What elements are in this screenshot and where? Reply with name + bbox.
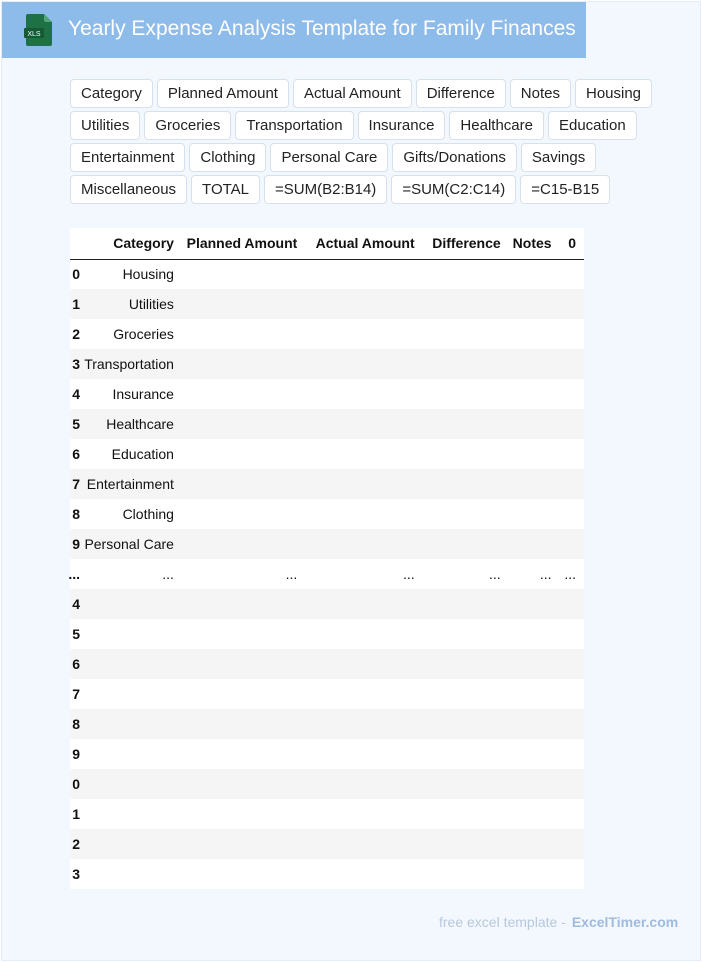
table-cell: [509, 859, 560, 889]
table-cell: [423, 769, 509, 799]
table-cell: [423, 379, 509, 409]
table-cell: [423, 319, 509, 349]
table-cell: [509, 319, 560, 349]
row-index: [70, 589, 80, 619]
row-index-label: 4: [72, 596, 81, 612]
tag-chip[interactable]: Difference: [416, 79, 506, 108]
table-cell: [509, 769, 560, 799]
table-cell: [305, 379, 422, 409]
row-index-label: 6: [72, 656, 81, 672]
column-header: Notes: [509, 228, 560, 259]
row-index: [70, 859, 80, 889]
table-cell: [305, 319, 422, 349]
table-cell: [182, 619, 305, 649]
table-cell: [560, 769, 584, 799]
table-row: [70, 529, 584, 559]
table-cell: [423, 709, 509, 739]
table-cell: [509, 409, 560, 439]
table-row: [70, 709, 584, 739]
table-cell: Entertainment: [80, 469, 182, 499]
table-cell: [509, 589, 560, 619]
table-cell: Housing: [80, 259, 182, 289]
table-cell: [182, 319, 305, 349]
table-cell: [509, 379, 560, 409]
table-cell: [182, 649, 305, 679]
table-cell: [182, 439, 305, 469]
table-cell: [560, 289, 584, 319]
table-cell: [423, 649, 509, 679]
table-cell: [182, 349, 305, 379]
tag-chip[interactable]: Groceries: [144, 111, 231, 140]
table-cell: [509, 679, 560, 709]
table-row: [70, 349, 584, 379]
row-index-label: ...: [68, 566, 81, 582]
table-cell: [423, 859, 509, 889]
table-cell: [80, 799, 182, 829]
column-header: 0: [560, 228, 584, 259]
table-cell: [560, 259, 584, 289]
tag-chip[interactable]: Utilities: [70, 111, 140, 140]
data-table: [70, 228, 584, 889]
table-cell: [423, 619, 509, 649]
table-cell: Utilities: [80, 289, 182, 319]
tag-chip[interactable]: Actual Amount: [293, 79, 412, 108]
table-cell: [182, 709, 305, 739]
table-cell: [80, 859, 182, 889]
row-index: [70, 559, 80, 589]
table-cell: Insurance: [80, 379, 182, 409]
tag-chip[interactable]: =SUM(B2:B14): [264, 175, 387, 204]
row-index-label: 6: [72, 446, 81, 462]
table-cell: [423, 739, 509, 769]
table-cell: ...: [423, 559, 509, 589]
table-cell: [305, 679, 422, 709]
table-cell: [305, 259, 422, 289]
table-cell: ...: [305, 559, 422, 589]
row-index: [70, 829, 80, 859]
table-cell: [423, 469, 509, 499]
tag-chip[interactable]: Planned Amount: [157, 79, 289, 108]
table-cell: [509, 259, 560, 289]
table-cell: [305, 859, 422, 889]
tag-chip[interactable]: Gifts/Donations: [392, 143, 517, 172]
table-cell: [305, 799, 422, 829]
table-cell: [182, 829, 305, 859]
table-row: [70, 829, 584, 859]
table-cell: [182, 589, 305, 619]
table-cell: ...: [509, 559, 560, 589]
tag-chip[interactable]: =C15-B15: [520, 175, 610, 204]
row-index: [70, 739, 80, 769]
table-cell: [182, 469, 305, 499]
footer: [439, 914, 678, 930]
table-cell: [80, 589, 182, 619]
table-cell: Clothing: [80, 499, 182, 529]
tag-chip[interactable]: Miscellaneous: [70, 175, 187, 204]
table-row: [70, 799, 584, 829]
table-cell: [423, 829, 509, 859]
row-index: [70, 439, 80, 469]
table-cell: [305, 289, 422, 319]
table-cell: Groceries: [80, 319, 182, 349]
table-cell: [423, 349, 509, 379]
table-cell: [509, 799, 560, 829]
table-cell: [182, 289, 305, 319]
table-row: [70, 319, 584, 349]
tag-chip[interactable]: Clothing: [189, 143, 266, 172]
table-row: [70, 589, 584, 619]
row-index-label: 2: [72, 836, 81, 852]
table-row: [70, 769, 584, 799]
tag-chip[interactable]: Entertainment: [70, 143, 185, 172]
title-banner: [2, 2, 586, 58]
table-cell: [509, 709, 560, 739]
table-cell: ...: [80, 559, 182, 589]
tag-chip[interactable]: Insurance: [358, 111, 446, 140]
table-row: [70, 619, 584, 649]
row-index-label: 3: [72, 356, 81, 372]
tag-chip[interactable]: Transportation: [235, 111, 353, 140]
tag-chip[interactable]: Category: [70, 79, 153, 108]
table-cell: [423, 439, 509, 469]
tag-chip[interactable]: Savings: [521, 143, 596, 172]
tag-chip[interactable]: Personal Care: [270, 143, 388, 172]
page-title: Yearly Expense Analysis Template for Family Finances: [68, 17, 576, 40]
column-header: Difference: [423, 228, 509, 259]
table-cell: [423, 529, 509, 559]
row-index: [70, 289, 80, 319]
table-cell: [305, 829, 422, 859]
table-cell: [182, 769, 305, 799]
table-cell: [80, 679, 182, 709]
row-index: [70, 379, 80, 409]
table-cell: Personal Care: [80, 529, 182, 559]
table-row: [70, 439, 584, 469]
row-index-label: 7: [72, 476, 81, 492]
tag-list: [70, 79, 660, 207]
row-index-label: 9: [72, 746, 81, 762]
row-index-label: 8: [72, 506, 81, 522]
table-cell: [182, 409, 305, 439]
table-cell: [560, 829, 584, 859]
table-cell: [560, 619, 584, 649]
table-cell: [423, 499, 509, 529]
table-cell: [509, 619, 560, 649]
table-cell: [80, 649, 182, 679]
index-header: [70, 228, 80, 259]
row-index-label: 5: [72, 416, 81, 432]
table-cell: [305, 619, 422, 649]
table-cell: [560, 589, 584, 619]
tag-chip[interactable]: =SUM(C2:C14): [391, 175, 516, 204]
page: [1, 1, 701, 961]
table-cell: [509, 499, 560, 529]
column-header: Category: [80, 228, 182, 259]
row-index-label: 8: [72, 716, 81, 732]
table-cell: [305, 409, 422, 439]
table-cell: [305, 469, 422, 499]
table-row: [70, 409, 584, 439]
row-index: [70, 469, 80, 499]
table-row: [70, 499, 584, 529]
row-index-label: 1: [72, 296, 81, 312]
row-index-label: 2: [72, 326, 81, 342]
table-cell: [509, 469, 560, 499]
table-header-row: [70, 228, 584, 259]
table-cell: [305, 649, 422, 679]
table-cell: [560, 379, 584, 409]
table-cell: [560, 739, 584, 769]
table-cell: [560, 439, 584, 469]
row-index-label: 3: [72, 866, 81, 882]
table-cell: [182, 259, 305, 289]
excel-file-icon: [24, 14, 52, 46]
row-index: [70, 349, 80, 379]
row-index: [70, 649, 80, 679]
table-cell: [509, 349, 560, 379]
table-cell: [560, 709, 584, 739]
table-cell: [423, 799, 509, 829]
row-index: [70, 529, 80, 559]
table-cell: [305, 739, 422, 769]
table-cell: [560, 319, 584, 349]
table-cell: [182, 799, 305, 829]
row-index: [70, 619, 80, 649]
row-index: [70, 679, 80, 709]
table-cell: [560, 649, 584, 679]
table-cell: [182, 529, 305, 559]
row-index: [70, 319, 80, 349]
table-cell: [560, 529, 584, 559]
table-cell: ...: [182, 559, 305, 589]
table-cell: [305, 589, 422, 619]
table-cell: [80, 769, 182, 799]
table-cell: [182, 739, 305, 769]
table-cell: [560, 799, 584, 829]
table-cell: Transportation: [80, 349, 182, 379]
row-index-label: 5: [72, 626, 81, 642]
table-row: [70, 559, 584, 589]
tag-chip[interactable]: TOTAL: [191, 175, 260, 204]
table-cell: [509, 829, 560, 859]
table-cell: [80, 829, 182, 859]
table-row: [70, 259, 584, 289]
table-cell: [560, 469, 584, 499]
tag-chip[interactable]: Healthcare: [449, 111, 544, 140]
table-cell: [182, 859, 305, 889]
table-cell: Healthcare: [80, 409, 182, 439]
table-cell: [509, 439, 560, 469]
table-cell: [182, 379, 305, 409]
table-row: [70, 379, 584, 409]
table-cell: [423, 259, 509, 289]
table-cell: [305, 439, 422, 469]
table-cell: [182, 499, 305, 529]
row-index-label: 0: [72, 266, 81, 283]
table-cell: [305, 349, 422, 379]
table-cell: [509, 739, 560, 769]
table-cell: [509, 649, 560, 679]
table-cell: [305, 499, 422, 529]
row-index: [70, 769, 80, 799]
table-row: [70, 649, 584, 679]
xls-icon-label: XLS: [27, 31, 41, 38]
table-cell: [305, 769, 422, 799]
row-index: [70, 709, 80, 739]
table-cell: [509, 529, 560, 559]
table-cell: [423, 589, 509, 619]
table-cell: [423, 679, 509, 709]
table-cell: Education: [80, 439, 182, 469]
table-cell: [509, 289, 560, 319]
table-cell: [560, 349, 584, 379]
row-index: [70, 499, 80, 529]
table-cell: [80, 619, 182, 649]
table-cell: [305, 709, 422, 739]
tag-chip[interactable]: Notes: [510, 79, 571, 108]
table-cell: ...: [560, 559, 584, 589]
table-row: [70, 469, 584, 499]
table-row: [70, 289, 584, 319]
table-cell: [80, 739, 182, 769]
row-index-label: 4: [72, 386, 81, 402]
row-index-label: 1: [72, 806, 81, 822]
table-cell: [560, 859, 584, 889]
row-index-label: 7: [72, 686, 81, 702]
table-cell: [560, 499, 584, 529]
table-row: [70, 739, 584, 769]
table-cell: [305, 529, 422, 559]
table-cell: [423, 409, 509, 439]
row-index-label: 9: [72, 536, 81, 552]
row-index: [70, 409, 80, 439]
table-cell: [80, 709, 182, 739]
data-table-container: [70, 228, 584, 890]
table-cell: [560, 409, 584, 439]
table-row: [70, 859, 584, 889]
row-index: [70, 799, 80, 829]
table-cell: [560, 679, 584, 709]
table-row: [70, 679, 584, 709]
tag-chip[interactable]: Education: [548, 111, 637, 140]
footer-text: free excel template -: [439, 914, 566, 930]
column-header: Actual Amount: [305, 228, 422, 259]
table-cell: [423, 289, 509, 319]
footer-brand-link[interactable]: ExcelTimer.com: [571, 914, 679, 930]
tag-chip[interactable]: Housing: [575, 79, 652, 108]
row-index: [70, 259, 80, 289]
table-body: [70, 259, 584, 889]
table-cell: [182, 679, 305, 709]
column-header: Planned Amount: [182, 228, 305, 259]
row-index-label: 0: [72, 776, 81, 792]
